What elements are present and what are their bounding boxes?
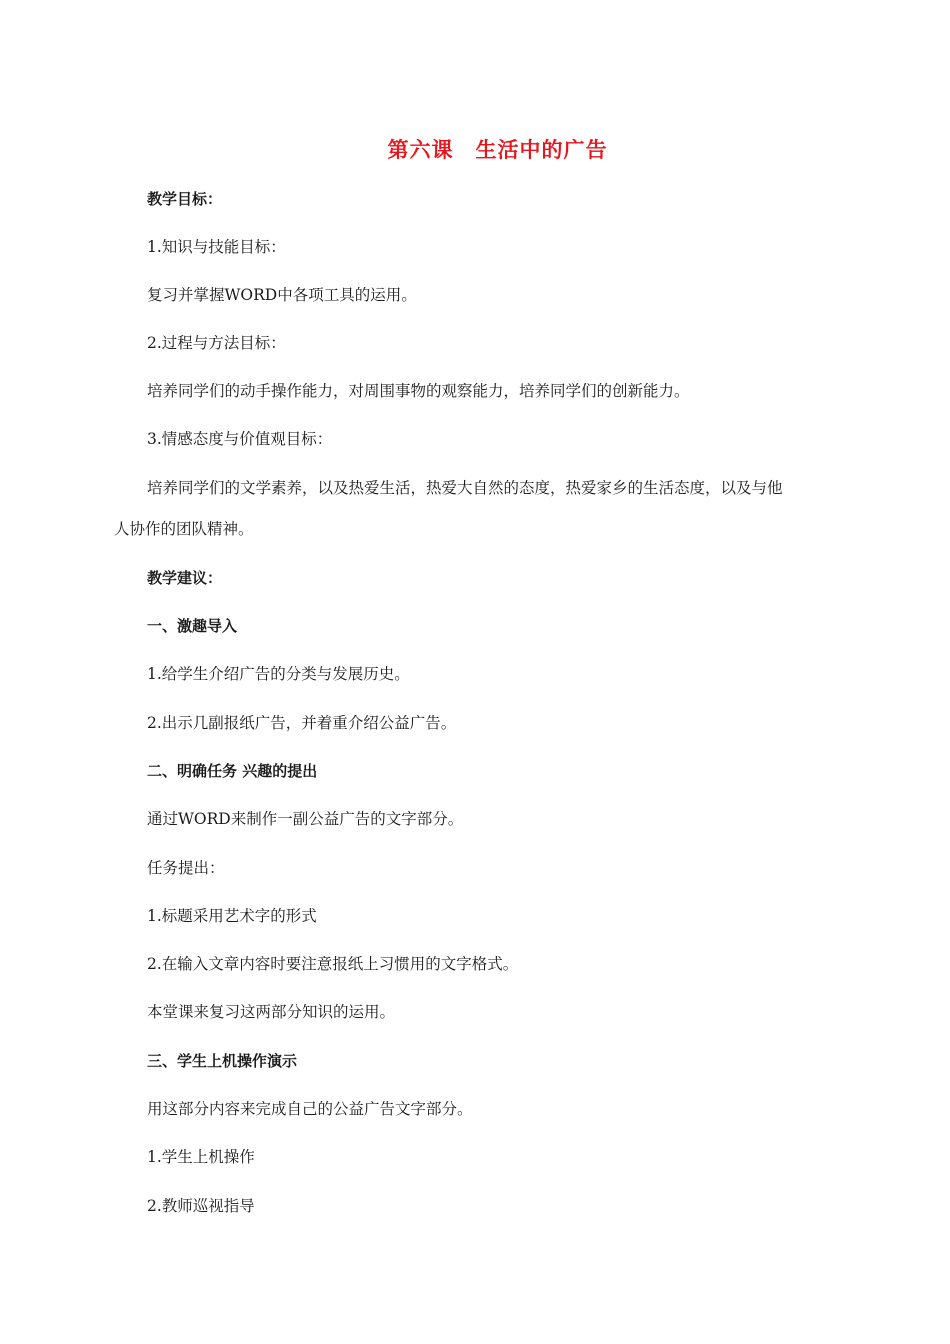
paragraph: 本堂课来复习这两部分知识的运用。 [147,1003,396,1021]
paragraph: 通过WORD来制作一副公益广告的文字部分。 [147,810,464,828]
paragraph: 1.标题采用艺术字的形式 [147,907,317,925]
heading-suggestions: 教学建议： [147,569,223,587]
paragraph: 2.在输入文章内容时要注意报纸上习惯用的文字格式。 [147,955,519,973]
paragraph: 1.知识与技能目标： [147,238,286,256]
paragraph: 用这部分内容来完成自己的公益广告文字部分。 [147,1100,473,1118]
paragraph: 2.过程与方法目标： [147,334,286,352]
section-heading: 三、学生上机操作演示 [147,1052,298,1070]
paragraph: 1.给学生介绍广告的分类与发展历史。 [147,665,410,683]
paragraph: 培养同学们的文学素养，以及热爱生活，热爱大自然的态度，热爱家乡的生活态度，以及与他 [147,479,783,497]
paragraph-continuation: 人协作的团队精神。 [114,520,254,538]
paragraph: 培养同学们的动手操作能力，对周围事物的观察能力，培养同学们的创新能力。 [147,382,690,400]
paragraph: 2.教师巡视指导 [147,1197,255,1215]
paragraph: 2.出示几副报纸广告，并着重介绍公益广告。 [147,714,457,732]
section-heading: 二、明确任务 兴趣的提出 [147,762,318,780]
heading-objectives: 教学目标： [147,190,223,208]
paragraph: 复习并掌握WORD中各项工具的运用。 [147,286,417,304]
section-heading: 一、激趣导入 [147,617,238,635]
page-title: 第六课 生活中的广告 [387,138,608,162]
paragraph: 3.情感态度与价值观目标： [147,430,333,448]
paragraph: 任务提出： [147,859,225,877]
paragraph: 1.学生上机操作 [147,1148,255,1166]
